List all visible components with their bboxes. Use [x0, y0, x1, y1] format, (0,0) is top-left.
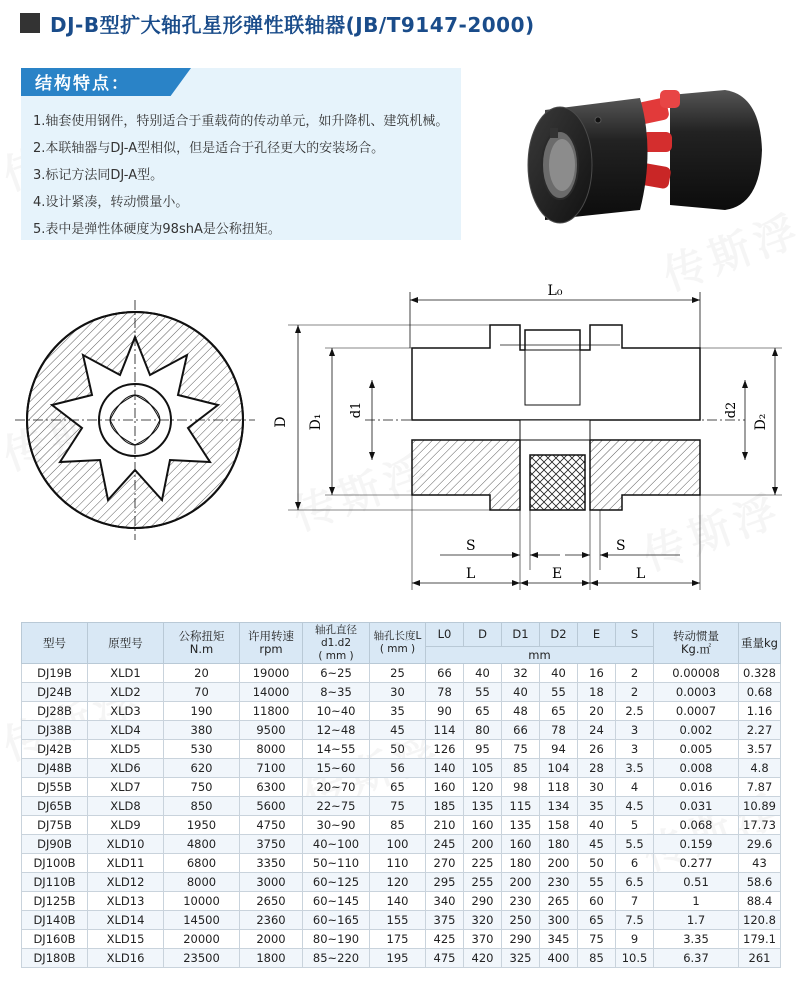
- table-cell: 4.8: [739, 759, 781, 778]
- feature-item: 2.本联轴器与DJ-A型相似，但是适合于孔径更大的安装场合。: [33, 141, 385, 156]
- table-cell: 29.6: [739, 835, 781, 854]
- table-cell: 100: [370, 835, 426, 854]
- table-cell: 50: [370, 740, 426, 759]
- table-cell: 90: [426, 702, 464, 721]
- dim-label-L0: L₀: [547, 283, 563, 299]
- col-header-inertia: [654, 623, 739, 664]
- table-cell: 160: [426, 778, 464, 797]
- table-cell: 17.73: [739, 816, 781, 835]
- side-view: [273, 283, 782, 590]
- table-cell: 265: [540, 892, 578, 911]
- table-cell: 0.00008: [654, 664, 739, 683]
- table-row: [22, 911, 781, 930]
- table-cell: 3350: [240, 854, 303, 873]
- table-cell: 9500: [240, 721, 303, 740]
- table-cell: 85: [578, 949, 616, 968]
- table-cell: 1950: [164, 816, 240, 835]
- table-cell: DJ160B: [22, 930, 88, 949]
- table-cell: 8000: [164, 873, 240, 892]
- table-cell: 43: [739, 854, 781, 873]
- table-cell: 23500: [164, 949, 240, 968]
- col-header-orig-model: 原型号: [88, 623, 164, 664]
- table-cell: XLD3: [88, 702, 164, 721]
- table-cell: 1800: [240, 949, 303, 968]
- table-cell: 40: [540, 664, 578, 683]
- table-cell: 0.328: [739, 664, 781, 683]
- table-cell: 225: [464, 854, 502, 873]
- speed-unit: rpm: [259, 642, 283, 656]
- dim-label-d1: d1: [349, 401, 364, 419]
- col-header-model: 型号: [22, 623, 88, 664]
- table-cell: 3: [616, 740, 654, 759]
- col-header-E: E: [578, 623, 616, 647]
- table-cell: 120.8: [739, 911, 781, 930]
- dim-label-D1: D₁: [308, 413, 324, 431]
- table-cell: 175: [370, 930, 426, 949]
- table-cell: 190: [164, 702, 240, 721]
- table-cell: 40: [464, 664, 502, 683]
- table-cell: DJ110B: [22, 873, 88, 892]
- table-cell: 135: [502, 816, 540, 835]
- table-cell: 425: [426, 930, 464, 949]
- table-cell: 0.277: [654, 854, 739, 873]
- table-cell: 200: [540, 854, 578, 873]
- table-cell: 120: [370, 873, 426, 892]
- table-cell: XLD1: [88, 664, 164, 683]
- table-cell: 1: [654, 892, 739, 911]
- table-cell: 340: [426, 892, 464, 911]
- table-cell: 0.005: [654, 740, 739, 759]
- table-cell: 40~100: [303, 835, 370, 854]
- table-row: [22, 664, 781, 683]
- table-cell: 140: [426, 759, 464, 778]
- page-header: [20, 8, 535, 38]
- table-cell: 20~70: [303, 778, 370, 797]
- dim-label-D: D: [273, 416, 289, 428]
- table-cell: 118: [540, 778, 578, 797]
- table-cell: 56: [370, 759, 426, 778]
- table-cell: 530: [164, 740, 240, 759]
- table-cell: 115: [502, 797, 540, 816]
- table-cell: DJ75B: [22, 816, 88, 835]
- technical-drawing: [0, 270, 800, 600]
- table-cell: XLD15: [88, 930, 164, 949]
- table-cell: 325: [502, 949, 540, 968]
- table-row: [22, 740, 781, 759]
- table-row: [22, 835, 781, 854]
- table-cell: 0.031: [654, 797, 739, 816]
- table-cell: DJ19B: [22, 664, 88, 683]
- table-cell: 78: [426, 683, 464, 702]
- table-cell: 10~40: [303, 702, 370, 721]
- table-cell: 114: [426, 721, 464, 740]
- table-cell: 134: [540, 797, 578, 816]
- table-cell: 0.008: [654, 759, 739, 778]
- inertia-label: 转动惯量: [673, 629, 719, 643]
- table-cell: 35: [578, 797, 616, 816]
- table-cell: 50~110: [303, 854, 370, 873]
- table-cell: 3000: [240, 873, 303, 892]
- table-cell: 4800: [164, 835, 240, 854]
- col-header-D1: D1: [502, 623, 540, 647]
- table-cell: XLD2: [88, 683, 164, 702]
- table-cell: 179.1: [739, 930, 781, 949]
- table-cell: XLD9: [88, 816, 164, 835]
- table-cell: 8~35: [303, 683, 370, 702]
- table-cell: 0.068: [654, 816, 739, 835]
- table-cell: 2000: [240, 930, 303, 949]
- table-cell: 6300: [240, 778, 303, 797]
- table-row: [22, 683, 781, 702]
- table-cell: 75: [578, 930, 616, 949]
- table-cell: 55: [464, 683, 502, 702]
- table-cell: 850: [164, 797, 240, 816]
- col-header-L0: L0: [426, 623, 464, 647]
- table-cell: 3.5: [616, 759, 654, 778]
- table-cell: 75: [370, 797, 426, 816]
- table-cell: 135: [464, 797, 502, 816]
- table-cell: 80~190: [303, 930, 370, 949]
- product-photo: [520, 70, 770, 240]
- table-cell: 26: [578, 740, 616, 759]
- table-cell: 200: [502, 873, 540, 892]
- table-cell: XLD10: [88, 835, 164, 854]
- table-row: [22, 930, 781, 949]
- table-cell: 5600: [240, 797, 303, 816]
- table-cell: 22~75: [303, 797, 370, 816]
- table-cell: 28: [578, 759, 616, 778]
- table-cell: 290: [502, 930, 540, 949]
- table-cell: 4750: [240, 816, 303, 835]
- table-cell: 120: [464, 778, 502, 797]
- table-cell: 180: [502, 854, 540, 873]
- table-cell: 158: [540, 816, 578, 835]
- table-cell: 6: [616, 854, 654, 873]
- table-cell: 30: [370, 683, 426, 702]
- table-cell: XLD6: [88, 759, 164, 778]
- dim-label-L-right: L: [636, 566, 646, 582]
- table-cell: 15~60: [303, 759, 370, 778]
- feature-item: 5.表中是弹性体硬度为98shA是公称扭矩。: [33, 222, 281, 237]
- table-row: [22, 949, 781, 968]
- col-header-torque: [164, 623, 240, 664]
- table-row: [22, 778, 781, 797]
- col-header-D: D: [464, 623, 502, 647]
- table-cell: 185: [426, 797, 464, 816]
- table-cell: 48: [502, 702, 540, 721]
- table-cell: 230: [502, 892, 540, 911]
- features-list: [33, 108, 448, 243]
- table-cell: 65: [578, 911, 616, 930]
- table-cell: 55: [540, 683, 578, 702]
- table-cell: 230: [540, 873, 578, 892]
- table-cell: 155: [370, 911, 426, 930]
- table-row: [22, 759, 781, 778]
- page-title: DJ-B型扩大轴孔星形弹性联轴器(JB/T9147-2000): [50, 12, 535, 37]
- table-cell: 98: [502, 778, 540, 797]
- table-cell: 40: [578, 816, 616, 835]
- table-cell: 3.57: [739, 740, 781, 759]
- table-cell: 18: [578, 683, 616, 702]
- table-cell: 2650: [240, 892, 303, 911]
- table-cell: 10000: [164, 892, 240, 911]
- table-cell: 320: [464, 911, 502, 930]
- table-cell: 60~165: [303, 911, 370, 930]
- col-header-S: S: [616, 623, 654, 647]
- table-cell: 14~55: [303, 740, 370, 759]
- table-cell: 11800: [240, 702, 303, 721]
- table-cell: 345: [540, 930, 578, 949]
- table-cell: 7: [616, 892, 654, 911]
- table-cell: 75: [502, 740, 540, 759]
- table-cell: 24: [578, 721, 616, 740]
- table-cell: 1.16: [739, 702, 781, 721]
- table-cell: 110: [370, 854, 426, 873]
- table-cell: 16: [578, 664, 616, 683]
- table-cell: 20: [578, 702, 616, 721]
- table-cell: 58.6: [739, 873, 781, 892]
- table-cell: DJ65B: [22, 797, 88, 816]
- table-cell: 160: [502, 835, 540, 854]
- table-cell: 5: [616, 816, 654, 835]
- table-cell: 3750: [240, 835, 303, 854]
- table-cell: 210: [426, 816, 464, 835]
- features-panel: [21, 68, 461, 240]
- table-cell: 6800: [164, 854, 240, 873]
- table-cell: 0.68: [739, 683, 781, 702]
- table-cell: DJ180B: [22, 949, 88, 968]
- table-row: [22, 702, 781, 721]
- bore-len-label: 轴孔长度L: [373, 630, 422, 642]
- table-cell: 94: [540, 740, 578, 759]
- table-cell: 20000: [164, 930, 240, 949]
- col-header-bore-dia: [303, 623, 370, 664]
- table-cell: 2.5: [616, 702, 654, 721]
- feature-item: 1.轴套使用钢件，特别适合于重载荷的传动单元，如升降机、建筑机械。: [33, 114, 449, 129]
- table-cell: 140: [370, 892, 426, 911]
- table-cell: 0.51: [654, 873, 739, 892]
- table-cell: 7100: [240, 759, 303, 778]
- table-cell: 375: [426, 911, 464, 930]
- table-cell: 300: [540, 911, 578, 930]
- dim-label-L-left: L: [466, 566, 476, 582]
- table-cell: DJ140B: [22, 911, 88, 930]
- table-cell: 70: [164, 683, 240, 702]
- table-cell: 40: [502, 683, 540, 702]
- table-cell: 65: [540, 702, 578, 721]
- table-cell: 4: [616, 778, 654, 797]
- table-row: [22, 797, 781, 816]
- table-cell: DJ125B: [22, 892, 88, 911]
- table-cell: 290: [464, 892, 502, 911]
- dim-label-S-left: S: [466, 538, 476, 554]
- speed-label: 许用转速: [248, 629, 294, 643]
- table-cell: XLD13: [88, 892, 164, 911]
- table-cell: 35: [370, 702, 426, 721]
- table-row: [22, 816, 781, 835]
- table-cell: 0.159: [654, 835, 739, 854]
- table-cell: 6~25: [303, 664, 370, 683]
- table-cell: 2360: [240, 911, 303, 930]
- table-cell: 2: [616, 664, 654, 683]
- table-cell: 255: [464, 873, 502, 892]
- table-cell: XLD8: [88, 797, 164, 816]
- spec-table-body: [22, 664, 781, 968]
- table-cell: 20: [164, 664, 240, 683]
- torque-label: 公称扭矩: [178, 629, 225, 643]
- table-cell: 104: [540, 759, 578, 778]
- table-cell: 10.89: [739, 797, 781, 816]
- table-cell: 7.5: [616, 911, 654, 930]
- table-cell: DJ28B: [22, 702, 88, 721]
- table-cell: 60: [578, 892, 616, 911]
- table-cell: 2: [616, 683, 654, 702]
- col-header-weight: 重量kg: [739, 623, 781, 664]
- dim-label-D2: D₂: [753, 413, 769, 431]
- table-cell: 126: [426, 740, 464, 759]
- table-cell: 25: [370, 664, 426, 683]
- table-cell: 65: [464, 702, 502, 721]
- table-cell: 55: [578, 873, 616, 892]
- table-cell: 14500: [164, 911, 240, 930]
- table-cell: 370: [464, 930, 502, 949]
- end-view: [15, 300, 255, 540]
- table-cell: 295: [426, 873, 464, 892]
- table-cell: 620: [164, 759, 240, 778]
- spec-table: [21, 622, 781, 968]
- table-row: [22, 873, 781, 892]
- table-cell: 66: [502, 721, 540, 740]
- table-cell: XLD4: [88, 721, 164, 740]
- table-cell: XLD16: [88, 949, 164, 968]
- table-cell: 30: [578, 778, 616, 797]
- table-cell: 66: [426, 664, 464, 683]
- features-heading: 结构特点：: [35, 74, 130, 94]
- table-cell: DJ42B: [22, 740, 88, 759]
- table-cell: 2.27: [739, 721, 781, 740]
- table-cell: 9: [616, 930, 654, 949]
- table-cell: 10.5: [616, 949, 654, 968]
- dim-label-d2: d2: [724, 401, 739, 419]
- table-cell: XLD7: [88, 778, 164, 797]
- table-cell: 12~48: [303, 721, 370, 740]
- table-cell: DJ55B: [22, 778, 88, 797]
- table-cell: 60~145: [303, 892, 370, 911]
- table-cell: 0.0007: [654, 702, 739, 721]
- table-cell: 105: [464, 759, 502, 778]
- table-cell: 30~90: [303, 816, 370, 835]
- table-cell: 50: [578, 854, 616, 873]
- table-cell: 60~125: [303, 873, 370, 892]
- table-cell: DJ100B: [22, 854, 88, 873]
- table-cell: 400: [540, 949, 578, 968]
- table-cell: 380: [164, 721, 240, 740]
- table-row: [22, 854, 781, 873]
- table-cell: 261: [739, 949, 781, 968]
- table-cell: 180: [540, 835, 578, 854]
- table-cell: 8000: [240, 740, 303, 759]
- feature-item: 4.设计紧凑，转动惯量小。: [33, 195, 189, 210]
- dim-label-E: E: [552, 566, 563, 582]
- table-cell: 6.5: [616, 873, 654, 892]
- table-cell: 245: [426, 835, 464, 854]
- col-header-mm: mm: [426, 647, 654, 664]
- table-cell: DJ38B: [22, 721, 88, 740]
- table-cell: 0.002: [654, 721, 739, 740]
- bore-dia-unit: ( mm ): [318, 649, 354, 662]
- torque-unit: N.m: [189, 642, 214, 656]
- table-cell: 45: [370, 721, 426, 740]
- table-cell: 7.87: [739, 778, 781, 797]
- table-cell: 85~220: [303, 949, 370, 968]
- table-cell: 195: [370, 949, 426, 968]
- col-header-speed: [240, 623, 303, 664]
- table-cell: 4.5: [616, 797, 654, 816]
- table-cell: 270: [426, 854, 464, 873]
- table-cell: 45: [578, 835, 616, 854]
- table-cell: XLD11: [88, 854, 164, 873]
- bore-dia-label: 轴孔直径: [315, 623, 357, 636]
- feature-item: 3.标记方法同DJ-A型。: [33, 168, 164, 183]
- table-cell: DJ24B: [22, 683, 88, 702]
- table-cell: XLD5: [88, 740, 164, 759]
- table-cell: 95: [464, 740, 502, 759]
- table-cell: 0.016: [654, 778, 739, 797]
- col-header-D2: D2: [540, 623, 578, 647]
- table-row: [22, 721, 781, 740]
- table-cell: 420: [464, 949, 502, 968]
- table-row: [22, 892, 781, 911]
- table-cell: 88.4: [739, 892, 781, 911]
- table-cell: 6.37: [654, 949, 739, 968]
- table-cell: 14000: [240, 683, 303, 702]
- table-cell: 1.7: [654, 911, 739, 930]
- table-cell: DJ90B: [22, 835, 88, 854]
- table-cell: XLD14: [88, 911, 164, 930]
- table-cell: 3.35: [654, 930, 739, 949]
- col-header-bore-len: [370, 623, 426, 664]
- table-cell: 250: [502, 911, 540, 930]
- inertia-unit: Kg.㎡: [681, 642, 711, 656]
- bore-len-unit: ( mm ): [379, 643, 416, 655]
- title-marker-icon: [20, 13, 40, 33]
- table-cell: 475: [426, 949, 464, 968]
- table-cell: 160: [464, 816, 502, 835]
- table-cell: XLD12: [88, 873, 164, 892]
- table-cell: 5.5: [616, 835, 654, 854]
- table-cell: 200: [464, 835, 502, 854]
- table-cell: 750: [164, 778, 240, 797]
- table-cell: 0.0003: [654, 683, 739, 702]
- table-cell: 65: [370, 778, 426, 797]
- table-cell: 85: [370, 816, 426, 835]
- dim-label-S-right: S: [616, 538, 626, 554]
- table-cell: 19000: [240, 664, 303, 683]
- table-cell: 85: [502, 759, 540, 778]
- table-cell: DJ48B: [22, 759, 88, 778]
- table-cell: 32: [502, 664, 540, 683]
- table-cell: 3: [616, 721, 654, 740]
- table-cell: 80: [464, 721, 502, 740]
- table-cell: 78: [540, 721, 578, 740]
- bore-dia-sub: d1.d2: [320, 636, 352, 649]
